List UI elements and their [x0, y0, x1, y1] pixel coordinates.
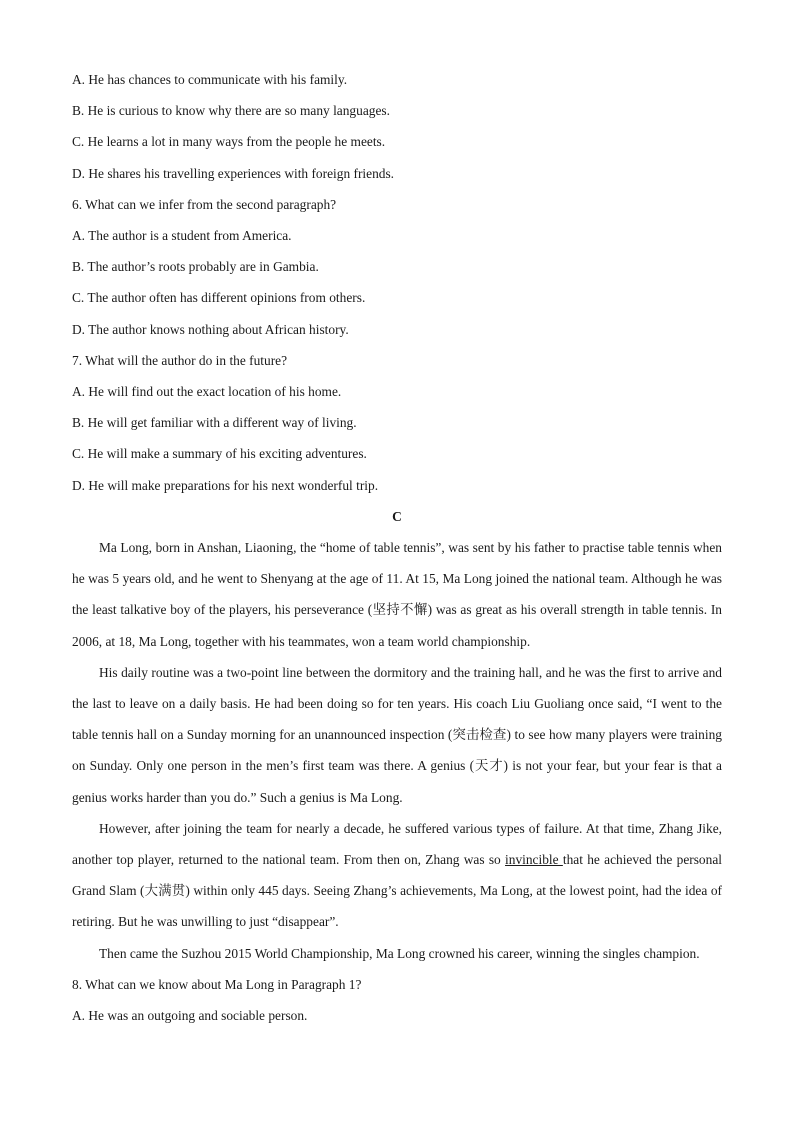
q5-option-d: D. He shares his travelling experiences with foreign friends. — [72, 165, 395, 181]
passage-paragraph-1: Ma Long, born in Anshan, Liaoning, the “home of table tennis”, was sent by his father to practise table tennis when he was 5 years old, and he went to Shenyang at the age of 11. At 15, Ma Long joined the national team. Although he was the least talkative boy of the players, his perseverance (坚持不懈) was as great as his overall strength in table tennis. In 2006, at 18, Ma Long, together with his teammates, won a team world championship. — [72, 540, 722, 649]
q7-option-d: D. He will make preparations for his next wonderful trip. — [72, 477, 379, 493]
section-c-heading: C — [392, 508, 402, 524]
underlined-word-invincible: invincible — [505, 852, 563, 868]
passage-paragraph-2: His daily routine was a two-point line between the dormitory and the training hall, and he was the first to arrive and the last to leave on a daily basis. He had been doing so for ten years. His coach Liu Guoliang once said, “I went to the table tennis hall on a Sunday morning for an unannounced inspection (突击检查) to see how many players were training on Sunday. Only one person in the men’s first team was there. A genius (天才) is not your fear, but your fear is that a genius works harder than you do.” Such a genius is Ma Long. — [72, 664, 722, 805]
q5-option-b: B. He is curious to know why there are so many languages. — [72, 103, 390, 119]
q6-option-c: C. The author often has different opinions from others. — [72, 290, 366, 306]
q8-option-a: A. He was an outgoing and sociable person. — [72, 1008, 308, 1024]
passage-paragraph-3 — [72, 813, 722, 938]
q7-question: 7. What will the author do in the future? — [72, 352, 288, 368]
exam-page — [72, 64, 722, 1031]
q6-question: 6. What can we infer from the second paragraph? — [72, 196, 337, 212]
q5-option-a: A. He has chances to communicate with his family. — [72, 72, 348, 87]
q6-option-b: B. The author’s roots probably are in Gambia. — [72, 259, 319, 275]
q6-option-a: A. The author is a student from America. — [72, 228, 292, 244]
paragraph-3-text-before: However, after joining the team for nearly a decade, he suffered various types of failure. At that time, Zhang Jike, another top player, returned to the national team. From then on, Zhang was so — [72, 820, 722, 868]
q6-option-d: D. The author knows nothing about African history. — [72, 321, 349, 337]
q7-option-b: B. He will get familiar with a different way of living. — [72, 415, 357, 431]
q7-option-a: A. He will find out the exact location of his home. — [72, 384, 342, 400]
paragraph-3-text-after: that he achieved the personal Grand Slam (大满贯) within only 445 days. Seeing Zhang’s achievements, Ma Long, at the lowest point, had the idea of retiring. But he was unwilling to just “disappear”. — [72, 852, 722, 930]
passage-paragraph-4: Then came the Suzhou 2015 World Championship, Ma Long crowned his career, winning the singles champion. — [99, 945, 700, 961]
q7-option-c: C. He will make a summary of his exciting adventures. — [72, 446, 367, 462]
q8-question: 8. What can we know about Ma Long in Paragraph 1? — [72, 976, 362, 992]
q5-option-c: C. He learns a lot in many ways from the people he meets. — [72, 134, 386, 150]
